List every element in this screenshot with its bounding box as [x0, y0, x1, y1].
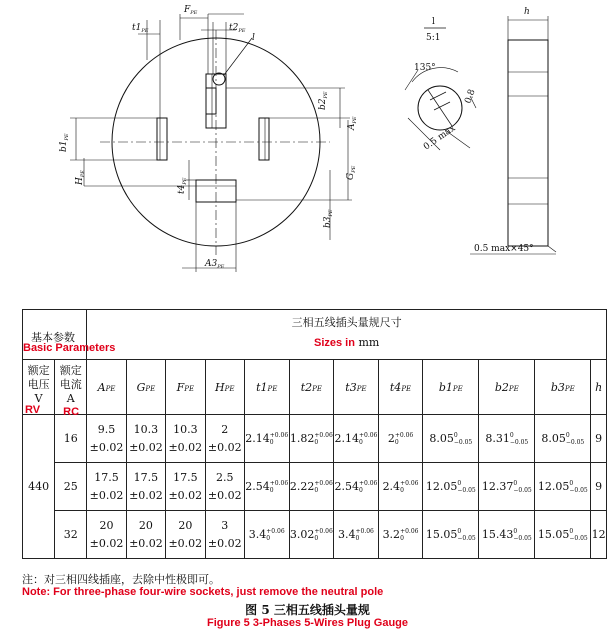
svg-text:b2PE: $b2_{PE}$	[318, 91, 329, 110]
cell-A: 17.5 ±0.02	[87, 463, 126, 511]
table-row	[23, 415, 607, 463]
note-en: Note: For three-phase four-wire sockets, just remove the neutral pole	[22, 586, 384, 598]
cell-b3: 15.050 −0.05	[535, 511, 591, 559]
col-t4: t4PE	[378, 360, 423, 415]
cell-b1: 8.050 −0.05	[423, 415, 479, 463]
caption-en: Figure 5 3-Phases 5-Wires Plug Gauge	[206, 617, 409, 629]
cell-b2: 12.370 −0.05	[479, 463, 535, 511]
cell-b1: 12.050 −0.05	[423, 463, 479, 511]
cell-F: 17.5 ±0.02	[166, 463, 205, 511]
cell-t3: 2.14+0.06 0	[334, 415, 379, 463]
header-sizes-cn: 三相五线插头量规尺寸	[291, 316, 402, 329]
cell-b1: 15.050 −0.05	[423, 511, 479, 559]
col-t3: t3PE	[334, 360, 379, 415]
cell-t2: 3.02+0.06 0	[289, 511, 334, 559]
cell-H: 2 ±0.02	[205, 415, 244, 463]
header-sizes-unit: mm	[358, 336, 380, 349]
header-basic-cn: 基本参数	[31, 330, 75, 344]
cell-voltage: 440	[23, 415, 55, 559]
cell-t1: 2.54+0.06 0	[244, 463, 289, 511]
slot-left	[157, 118, 167, 160]
gauge-drawing	[0, 0, 615, 300]
cell-t4: 2+0.06 0	[378, 415, 423, 463]
cell-current: 25	[55, 463, 87, 511]
col-b2: b2PE	[479, 360, 535, 415]
cell-H: 3 ±0.02	[205, 511, 244, 559]
cell-G: 10.3 ±0.02	[126, 415, 165, 463]
cell-h: 9	[591, 415, 607, 463]
slot-right	[259, 118, 269, 160]
slot-neutral	[206, 88, 216, 114]
col-h: h	[591, 360, 607, 415]
header-sizes	[87, 310, 607, 360]
cell-G: 20 ±0.02	[126, 511, 165, 559]
header-rated-current: 额定电流 A RC	[55, 360, 87, 415]
svg-text:0.5 max: 0.5 max	[421, 123, 458, 153]
svg-text:t4PE: $t4_{PE}$	[177, 177, 188, 194]
svg-text:5:1: 5:1	[426, 33, 441, 43]
cell-A: 9.5 ±0.02	[87, 415, 126, 463]
cell-F: 20 ±0.02	[166, 511, 205, 559]
cell-t2: 2.22+0.06 0	[289, 463, 334, 511]
table-row	[23, 511, 607, 559]
header-basic-parameters	[23, 310, 116, 360]
cell-t1: 3.4+0.06 0	[244, 511, 289, 559]
cell-b3: 8.050 −0.05	[535, 415, 591, 463]
header-rated-voltage: 额定电压 V RV	[23, 360, 55, 415]
svg-text:t2PE: $t2_{PE}$	[229, 23, 246, 34]
svg-text:l: l	[252, 33, 255, 43]
side-view	[508, 40, 548, 246]
col-b3: b3PE	[535, 360, 591, 415]
svg-text:A3PE: $A3_{PE}$	[205, 259, 225, 270]
header-rated-voltage-en: RV	[25, 404, 41, 416]
cell-b2: 8.310 −0.05	[479, 415, 535, 463]
svg-text:t1PE: $t1_{PE}$	[132, 23, 149, 34]
cell-current: 32	[55, 511, 87, 559]
svg-text:APE: $A_{PE}$	[347, 116, 358, 130]
cell-h: 9	[591, 463, 607, 511]
svg-text:0.8: 0.8	[463, 88, 478, 106]
col-A: APE	[87, 360, 126, 415]
cell-b2: 15.430 −0.05	[479, 511, 535, 559]
cell-h: 12	[591, 511, 607, 559]
header-rated-current-en: RC	[63, 406, 80, 418]
col-t2: t2PE	[289, 360, 334, 415]
svg-text:b3PE: $b3_{PE}$	[323, 209, 334, 228]
svg-text:GPE: $G_{PE}$	[346, 165, 357, 180]
gauge-dimensions-table	[22, 309, 607, 559]
cell-t2: 1.82+0.06 0	[289, 415, 334, 463]
table-row	[23, 463, 607, 511]
svg-text:l: l	[432, 17, 435, 27]
cell-t3: 2.54+0.06 0	[334, 463, 379, 511]
cell-t1: 2.14+0.06 0	[244, 415, 289, 463]
col-G: GPE	[126, 360, 165, 415]
col-H: HPE	[205, 360, 244, 415]
cell-A: 20 ±0.02	[87, 511, 126, 559]
svg-text:0.5 max×45°: 0.5 max×45°	[474, 244, 534, 254]
cell-b3: 12.050 −0.05	[535, 463, 591, 511]
col-b1: b1PE	[423, 360, 479, 415]
cell-current: 16	[55, 415, 87, 463]
note-cn: 注：对三相四线插座，去除中性极即可。	[22, 573, 220, 586]
caption-cn: 图 5 三相五线插头量规	[245, 603, 370, 617]
svg-text:135°: 135°	[414, 63, 436, 73]
col-t1: t1PE	[244, 360, 289, 415]
cell-G: 17.5 ±0.02	[126, 463, 165, 511]
header-sizes-en: Sizes in	[313, 337, 355, 349]
header-basic-en: Basic Parameters	[23, 342, 116, 354]
col-F: FPE	[166, 360, 205, 415]
cell-H: 2.5 ±0.02	[205, 463, 244, 511]
svg-text:h: h	[524, 7, 530, 17]
cell-F: 10.3 ±0.02	[166, 415, 205, 463]
svg-text:HPE: $H_{PE}$	[75, 170, 86, 185]
cell-t4: 3.2+0.06 0	[378, 511, 423, 559]
svg-text:b1PE: $b1_{PE}$	[59, 133, 70, 152]
cell-t3: 3.4+0.06 0	[334, 511, 379, 559]
cell-t4: 2.4+0.06 0	[378, 463, 423, 511]
svg-text:FPE: $F_{PE}$	[184, 5, 198, 16]
